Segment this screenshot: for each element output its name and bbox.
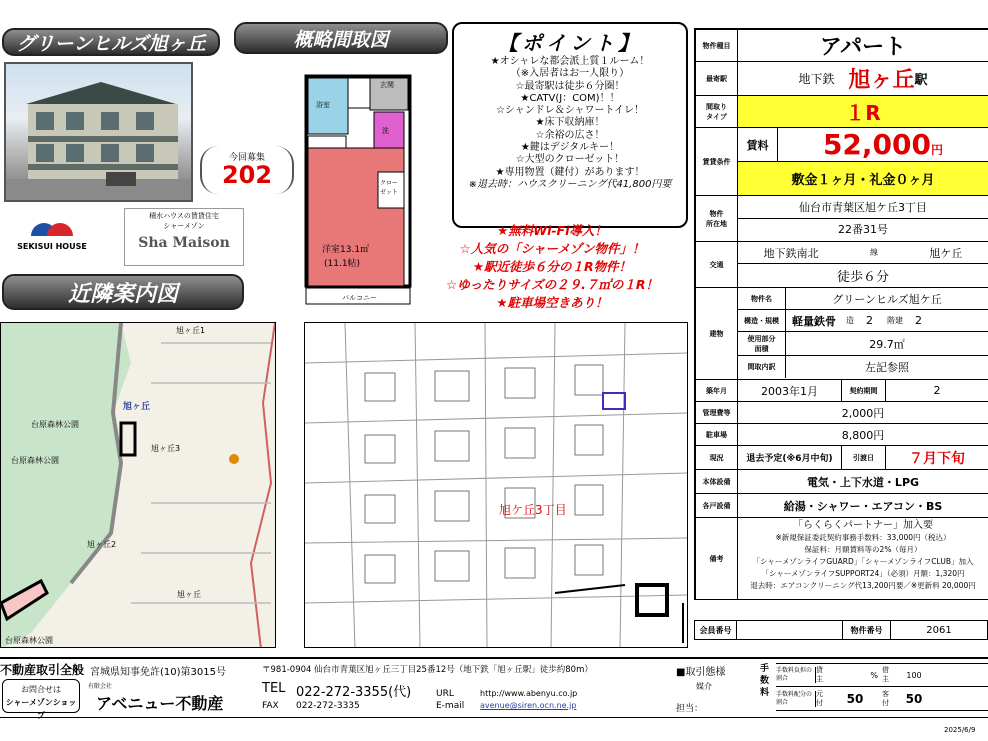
floorplan-title: 概略間取図 — [234, 22, 448, 54]
point-item: ☆大型のクローゼット！ — [515, 154, 625, 166]
room-equip-value: 給湯・シャワー・エアコン・BS — [783, 499, 943, 513]
status-label: 現況 — [696, 446, 738, 469]
highlight-2: ☆人気の「シャーメゾン物件」！ — [459, 241, 645, 256]
floors-value: 2 — [866, 314, 873, 327]
license: 宮城県知事免許(10)第3015号 — [90, 667, 226, 678]
address-line1: 仙台市青葉区旭ケ丘3丁目 — [738, 196, 988, 219]
rent-amount: 52,000 — [822, 128, 932, 161]
company-name: アベニュー不動産 — [96, 694, 224, 713]
company-label: 不動産取引全般 — [0, 663, 85, 677]
built-label: 築年月 — [696, 380, 738, 401]
map1-label-5: 旭ヶ丘2 — [87, 540, 117, 549]
building-label: 建物 — [696, 288, 738, 379]
member-row — [694, 620, 988, 640]
name-value: グリーンヒルズ旭ケ丘 — [832, 292, 942, 306]
prop-no-label: 物件番号 — [843, 621, 891, 639]
highlight-5: ★駐車場空きあり！ — [496, 295, 608, 310]
room-equip-label: 各戸設備 — [696, 494, 738, 517]
fee-label: 手数料 — [760, 664, 770, 698]
fee-table — [776, 663, 988, 713]
remark-4: 「シャーメゾンライフGUARD」「シャーメゾンライフCLUB」加入 — [752, 557, 974, 566]
contact-box — [2, 679, 80, 720]
mgmt-label: 管理費等 — [696, 402, 738, 423]
fp-room: 洋室13.1㎡ — [322, 245, 370, 255]
contract-value: 2 — [933, 384, 941, 397]
point-item: ★専用物置（鍵付）があります！ — [495, 166, 645, 178]
transport-station: 旭ケ丘 — [929, 246, 963, 260]
remark-3: 保証料：月額賃料等の2%（毎月） — [804, 545, 922, 554]
shop-label: シャーメゾンショップ — [5, 698, 77, 720]
remark-6: 退去時：エアコンクリーニング代13,200円要／※更新料 20,000円 — [750, 581, 976, 590]
shamaison-logo — [124, 208, 244, 266]
footer — [0, 657, 988, 718]
contact-label: お問合せは — [21, 685, 61, 694]
station-label: 最寄駅 — [696, 62, 738, 95]
plan-label: 間取内訳 — [738, 356, 786, 378]
station-prefix: 地下鉄 — [798, 72, 835, 86]
shamaison-caption: 積水ハウスの賃貸住宅 シャーメゾン — [149, 212, 219, 230]
recruit-box — [200, 146, 294, 194]
line-name: 地下鉄南北 — [763, 246, 819, 260]
storey-value: 2 — [915, 314, 922, 327]
point-item: （※入居者はお一人限り） — [510, 68, 630, 80]
station-value — [738, 62, 988, 95]
name-label: 物件名 — [738, 288, 786, 309]
url-label: URL — [436, 689, 454, 699]
struct-label: 構造・規模 — [738, 310, 786, 331]
remarks-label: 備考 — [696, 518, 738, 599]
point-item: ☆余裕の広さ！ — [535, 129, 605, 141]
map1-label-6: 旭ヶ丘 — [177, 590, 201, 599]
kyaku-value: 50 — [905, 691, 923, 706]
fax-label: FAX — [262, 701, 279, 711]
walk-time: 徒歩６分 — [836, 270, 889, 285]
rent-yen: 円 — [931, 143, 944, 157]
points-box — [452, 22, 688, 228]
highlight-4: ☆ゆったりサイズの２９.７㎡の１R！ — [446, 277, 658, 292]
area-value: 29.7㎡ — [869, 337, 905, 351]
area-label: 使用部分 面積 — [738, 332, 786, 355]
point-item: ☆最寄駅は徒歩６分圏！ — [515, 80, 625, 92]
recruit-room: 202 — [221, 161, 273, 189]
street-map-drawing — [305, 323, 688, 648]
station-name: 旭ヶ丘 — [848, 68, 915, 93]
fax-value: 022-272-3335 — [296, 701, 360, 711]
station-suffix: 駅 — [914, 73, 928, 88]
fp-bath: 浴室 — [316, 101, 330, 109]
map1-label-8: 台原森林公園 — [5, 636, 53, 645]
type-label: 物件種目 — [696, 30, 738, 61]
rent-value — [778, 128, 988, 161]
point-item: ☆シャンドレ＆シャワートイレ！ — [495, 105, 645, 117]
layout-label: 間取り タイプ — [696, 96, 738, 127]
highlight-3: ★駅近徒歩６分の１R物件！ — [472, 259, 632, 274]
equip-label: 本体設備 — [696, 470, 738, 493]
fee-row2-label: 手数料配分の割合 — [776, 691, 816, 707]
area-map — [0, 322, 276, 648]
point-item: ★オシャレな都会派上質１ルーム！ — [490, 56, 650, 67]
street-map — [304, 322, 688, 648]
kashi-label: 貸主 — [816, 666, 823, 683]
parking-label: 駐車場 — [696, 424, 738, 445]
staff-label: 担当： — [676, 704, 704, 714]
struct-value: 軽量鉄骨 — [792, 314, 836, 328]
contract-label: 契約期間 — [842, 380, 886, 401]
highlights — [410, 222, 694, 312]
company-address: 〒981-0904 仙台市青葉区旭ヶ丘三丁目25番12号（地下鉄「旭ヶ丘駅」徒歩約80m） — [262, 665, 593, 675]
company-kind: 有限会社 — [88, 683, 113, 690]
point-item: ★鍵はデジタルキー！ — [520, 142, 620, 154]
fp-tatami: (11.1帖) — [324, 259, 361, 269]
kashi-pct: % — [870, 670, 878, 680]
email-label: E-mail — [436, 701, 465, 711]
deal-label: ■取引態様 — [676, 667, 726, 678]
handover-value: ７月下旬 — [909, 450, 965, 467]
rent-terms-label: 賃貸条件 — [696, 128, 738, 195]
point-item: ★床下収納庫！ — [535, 117, 605, 129]
remark-1: 「らくらくパートナー」加入要 — [793, 520, 933, 531]
plan-value: 左記参照 — [865, 361, 909, 374]
area-map-drawing — [1, 323, 276, 648]
parking-value: 8,800円 — [841, 428, 885, 442]
map1-label-4: 台原森林公園 — [31, 420, 79, 429]
storey-label: 階建 — [887, 316, 903, 325]
fp-genkan: 玄関 — [380, 81, 394, 89]
points-note: ※退去時：ハウスクリーニング代41,800円要 — [468, 178, 672, 190]
building-photo-drawing — [6, 64, 193, 202]
broker-value: 媒介 — [696, 682, 712, 691]
type-value: アパート — [819, 35, 907, 60]
member-label: 会員番号 — [695, 621, 737, 639]
tel-value: 022-272-3355(代) — [296, 685, 412, 700]
map2-label: 旭ケ丘3丁目 — [499, 503, 567, 517]
remark-5: 「シャーメゾンライフSUPPORT24」（必須）月額：1,320円 — [761, 569, 965, 578]
layout-value: １R — [738, 96, 988, 127]
equip-value: 電気・上下水道・LPG — [806, 475, 920, 489]
fee-row1-label: 手数料負担の割合 — [776, 667, 816, 683]
info-table — [694, 28, 988, 600]
kyaku-label: 客付 — [882, 689, 889, 707]
map1-label-7: 台原森林公園 — [11, 456, 59, 465]
deposit-value: 敷金１ヶ月・礼金０ヶ月 — [738, 162, 988, 195]
prop-no-value: 2061 — [926, 624, 952, 636]
url-value[interactable]: http://www.abenyu.co.jp — [480, 689, 578, 698]
map1-label-3: 旭ヶ丘3 — [151, 444, 181, 453]
address-label: 物件 所在地 — [696, 196, 738, 241]
remark-2: ※新規保証委託契約事務手数料：33,000円（税込） — [775, 533, 951, 542]
map1-label-2: 旭ヶ丘 — [123, 402, 151, 412]
moto-label: 元付 — [816, 689, 823, 707]
status-value: 退去予定(※6月中旬) — [738, 446, 842, 469]
kari-label: 借主 — [882, 666, 889, 683]
mgmt-value: 2,000円 — [841, 406, 885, 420]
email-value[interactable]: avenue@siren.ocn.ne.jp — [480, 701, 577, 710]
kari-value: 100 — [906, 670, 922, 680]
fp-wash: 洗 — [382, 127, 389, 135]
point-item: ★CATV(J：COM)！！ — [520, 92, 620, 104]
print-date: 2025/6/9 — [944, 726, 976, 734]
property-title: グリーンヒルズ旭ヶ丘 — [2, 28, 220, 56]
points-list — [454, 56, 686, 179]
floors-label: 造 — [846, 316, 854, 325]
neighborhood-title: 近隣案内図 — [2, 274, 244, 310]
fp-closet: クロー ゼット — [380, 180, 399, 196]
built-value: 2003年1月 — [738, 380, 842, 401]
points-title: 【ポイント】 — [498, 31, 642, 55]
rent-label: 賃料 — [738, 128, 778, 161]
highlight-1: ★無料Wi-Fi導入！ — [497, 223, 607, 238]
fp-balcony: バルコニー — [342, 294, 377, 302]
shamaison-wordmark: Sha Maison — [138, 235, 230, 251]
address-line2: 22番31号 — [838, 223, 888, 236]
handover-label: 引渡日 — [842, 446, 886, 469]
sekisui-logo-mark — [29, 212, 75, 238]
building-photo — [4, 62, 193, 202]
line-sen: 線 — [869, 248, 878, 257]
sekisui-logo-text: SEKISUI HOUSE — [17, 242, 87, 251]
sekisui-logo — [8, 212, 96, 264]
tel-label: TEL — [262, 681, 286, 696]
moto-value: 50 — [846, 691, 864, 706]
map1-label-1: 旭ヶ丘1 — [176, 326, 206, 335]
transport-label: 交通 — [696, 242, 738, 287]
recruit-label: 今回募集 — [228, 153, 265, 163]
